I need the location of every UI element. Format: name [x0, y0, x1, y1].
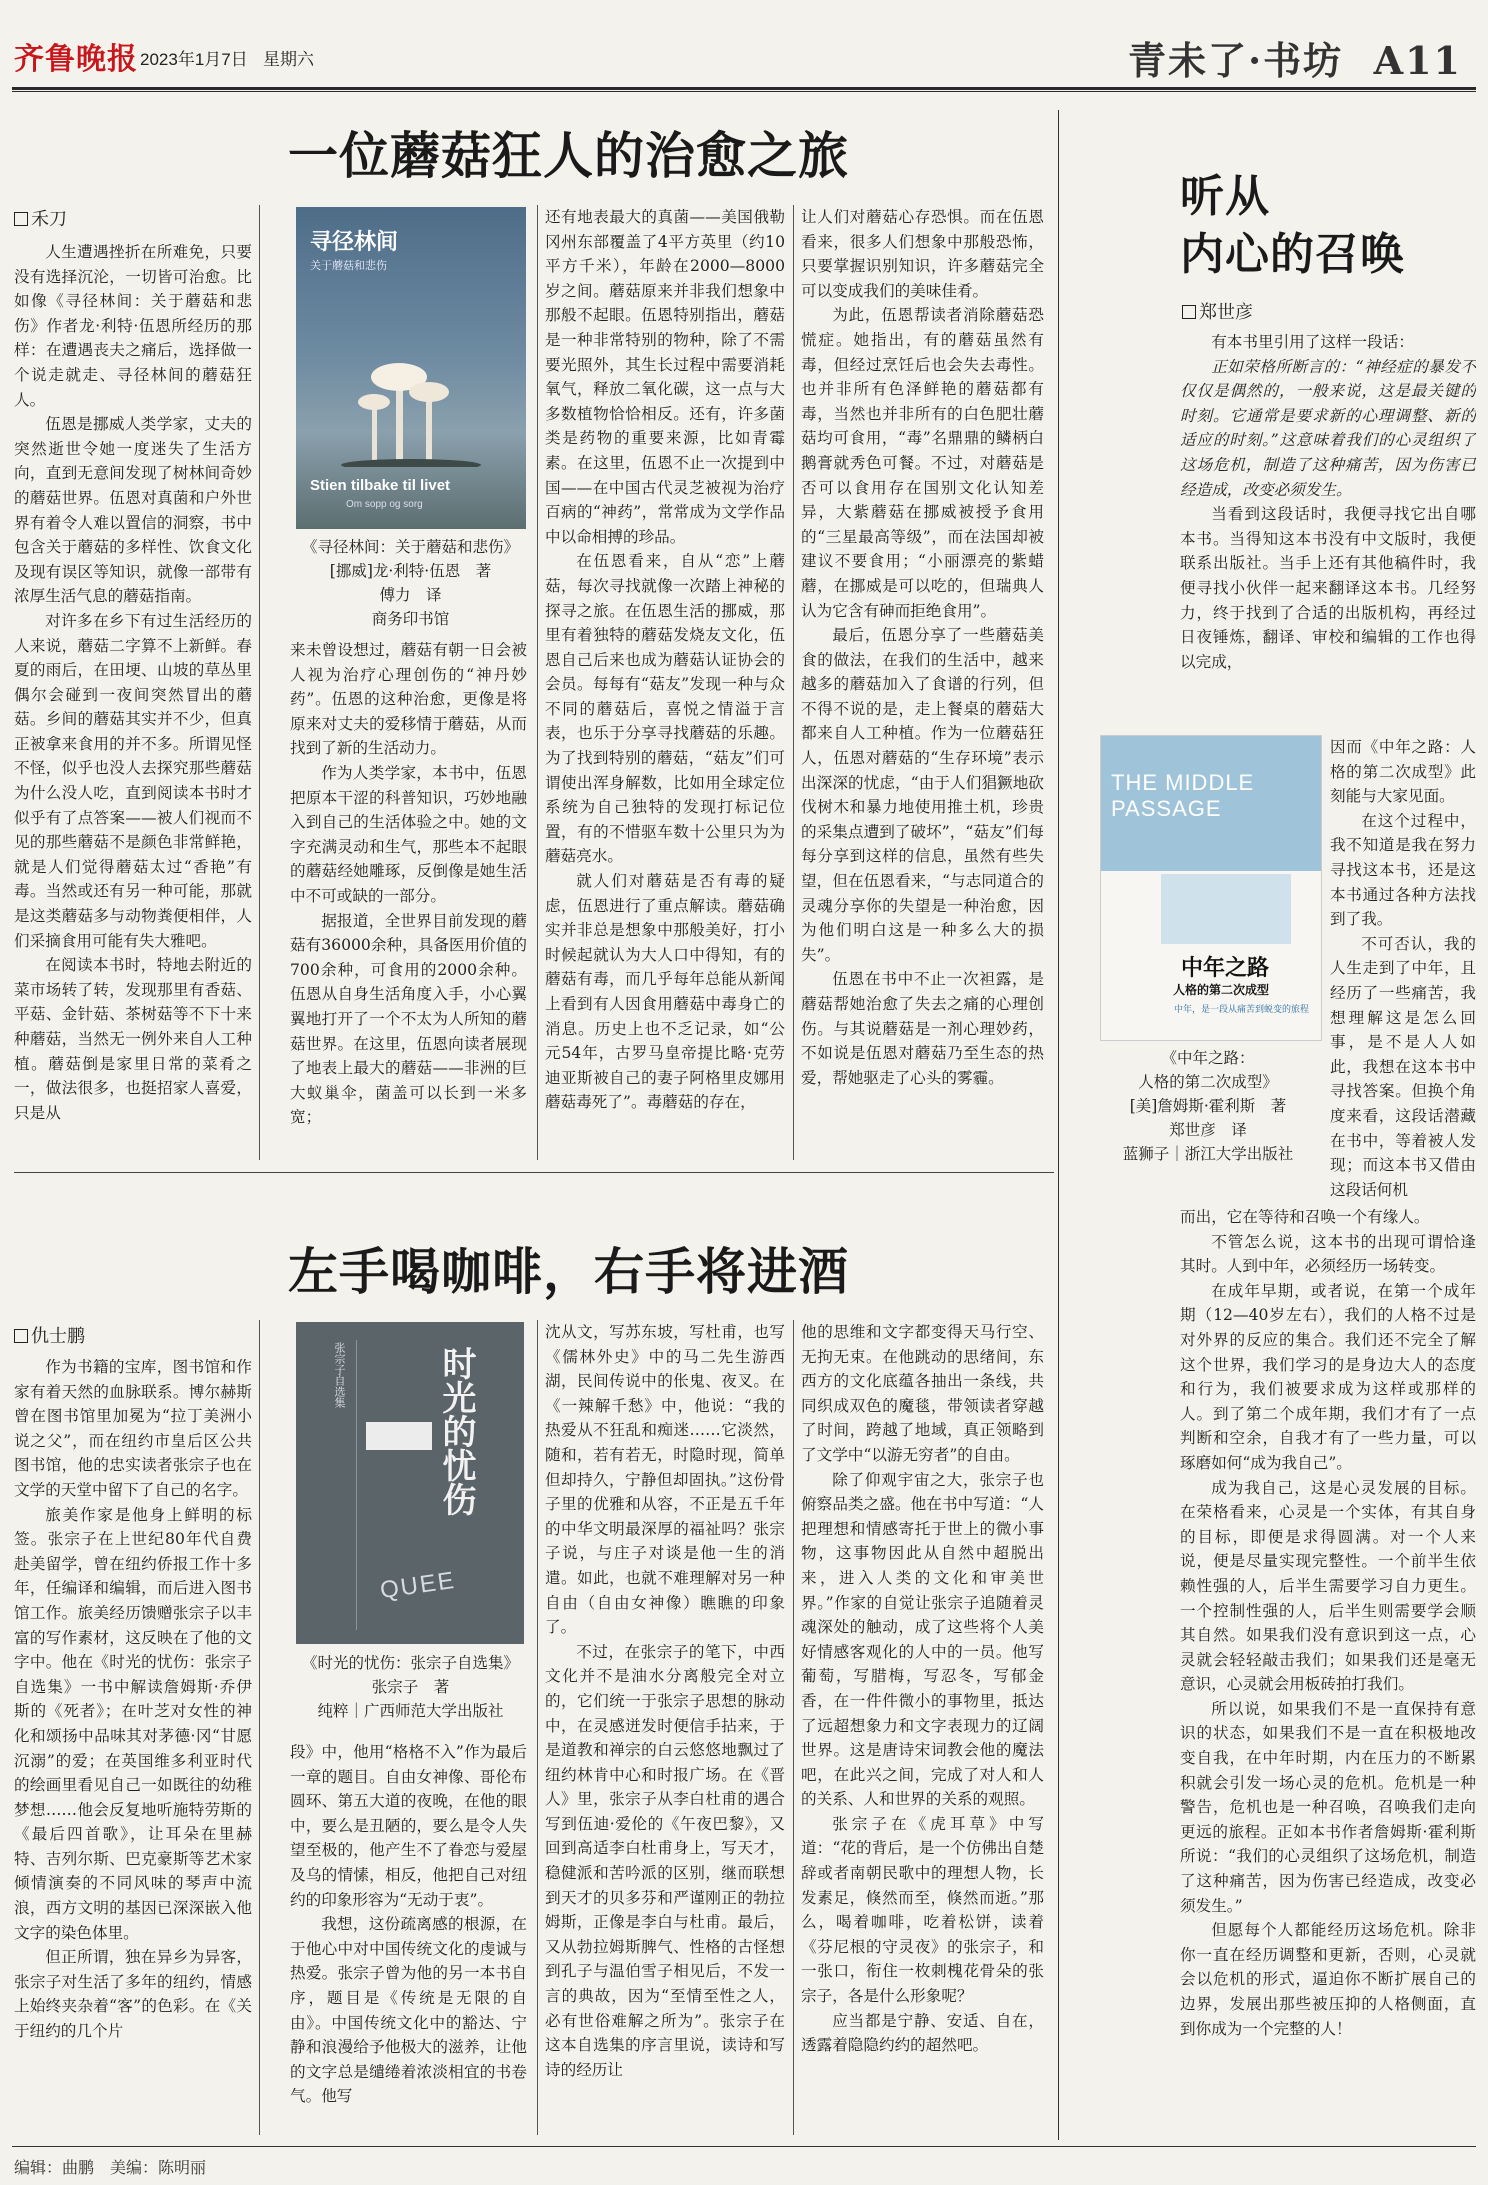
- issue-weekday: 星期六: [263, 50, 314, 69]
- article2-title: 左手喝咖啡，右手将进酒: [288, 1242, 849, 1301]
- column-divider: [537, 205, 538, 1160]
- caption-line: [美]詹姆斯·霍利斯 著: [1129, 1097, 1287, 1115]
- article3-byline: [1182, 298, 1253, 324]
- cover-title-en-1: THE MIDDLE: [1111, 770, 1255, 795]
- paragraph: 作为人类学家，本书中，伍恩把原本干涩的科普知识，巧妙地融入到自己的生活体验之中。她的文字充满灵动和生气，那些本不起眼的蘑菇经她雕琢，反倒像是她生活中不可或缺的一部分。: [290, 763, 527, 905]
- footer-rule: [12, 2146, 1476, 2147]
- book-cover-mushroom: [296, 207, 526, 529]
- article3-column-bottom: [1180, 1205, 1476, 2137]
- paragraph: 所以说，如果我们不是一直保持有意识的状态，如果我们不是一直在积极地改变自我，在中年时期，内在压力的不断累积就会引发一场心灵的危机。危机是一种警告，危机也是一种召唤，召唤我们走向更远的旅程。正如本书作者詹姆斯·霍利斯所说：“我们的心灵组织了这场危机，制造了这种痛苦，因为伤害已经造成，改变必须发生。”: [1180, 1699, 1476, 1915]
- paragraph: 就人们对蘑菇是否有毒的疑虑，伍恩进行了重点解读。蘑菇确实并非总是想象中那般美好，打小时候起就认为大人口中得知，有的蘑菇有毒，而几乎每年总能从新闻上看到有人因食用蘑菇中毒身亡的消息。历史上也不乏记录，如“公元54年，古罗马皇帝提比略·克劳迪亚斯被自己的妻子阿格里皮娜用蘑菇毒死了”。毒蘑菇的存在，: [545, 872, 785, 1112]
- caption-line: 《中年之路：: [1161, 1049, 1255, 1067]
- paragraph: 我想，这份疏离感的根源，在于他心中对中国传统文化的虔诚与热爱。张宗子曾为他的另一本书自序，题目是《传统是无限的自由》。中国传统文化中的豁达、宁静和浪漫给予他极大的滋养，让他的文字总是缱绻着浓淡相宜的书卷气。他写: [290, 1915, 527, 2106]
- paragraph: 正如荣格所断言的：“神经症的暴发不仅仅是偶然的，一般来说，这是最关键的时刻。它通常是要求新的心理调整、新的适应的时刻。”这意味着我们的心灵组织了这场危机，制造了这种痛苦，因为伤害已经造成，改变必须发生。: [1180, 357, 1476, 499]
- paragraph: 但正所谓，独在异乡为异客，张宗子对生活了多年的纽约，情感上始终夹杂着“客”的色彩。在《关于纽约的几个片: [14, 1948, 252, 2041]
- paragraph: 成为我自己，这是心灵发展的目标。在荣格看来，心灵是一个实体，有其自身的目标，即便是求得圆满。对一个人来说，便是尽量实现完整性。一个前半生依赖性强的人，后半生需要学习自力更生。一个控制性强的人，后半生则需要学会顺其自然。如果我们没有意识到这一点，心灵就会轻轻敲击我们；如果我们还是毫无意识，心灵就会用板砖拍打我们。: [1180, 1478, 1476, 1694]
- article1-byline: [14, 205, 67, 231]
- issue-date: 2023年1月7日: [140, 50, 248, 69]
- caption-line: 人格的第二次成型》: [1138, 1073, 1278, 1091]
- paragraph: 在伍恩看来，自从“恋”上蘑菇，每次寻找就像一次踏上神秘的探寻之旅。在伍恩生活的挪威，那里有着独特的蘑菇发烧友文化，伍恩自己后来也成为蘑菇认证协会的会员。每每有“菇友”发现一种与众不同的蘑菇后，喜悦之情溢于言表，也乐于分享寻找蘑菇的乐趣。为了找到特别的蘑菇，“菇友”们可谓使出浑身解数，比如用全球定位系统为自己独特的发现打标记位置，有的不惜驱车数十公里只为为蘑菇亮水。: [545, 552, 785, 866]
- article2-column-4: [801, 1320, 1044, 2137]
- cover-subtitle-cn: 人格的第二次成型: [1172, 983, 1269, 997]
- cover-title: 时光的忧伤: [436, 1346, 476, 1516]
- article1-column-2: [290, 638, 527, 1160]
- cover-title-cn: 中年之路: [1180, 955, 1269, 981]
- cover-title-en-2: PASSAGE: [1111, 796, 1222, 821]
- paragraph: 张宗子在《虎耳草》中写道：“花的背后，是一个仿佛出自楚辞或者南朝民歌中的理想人物，长发素足，倏然而至，倏然而逝。”那么，喝着咖啡，吃着松饼，读着《芬尼根的守灵夜》的张宗子，和一张口，衔住一枚刺槐花骨朵的张宗子，各是什么形象呢？: [801, 1814, 1044, 2006]
- paragraph: 不可否认，我的人生走到了中年，且经历了一些痛苦，我想理解这是怎么回事，是不是人人如此，我想在这本书中寻找答案。但换个角度来看，这段话潜藏在书中，等着被人发现；而这本书又借由这段话何机: [1330, 934, 1476, 1199]
- paragraph: 据报道，全世界目前发现的蘑菇有36000余种，具备医用价值的700余种，可食用的2000余种。伍恩从自身生活角度入手，小心翼翼地打开了一个不太为人所知的蘑菇世界。在这里，伍恩向读者展现了地表上最大的蘑菇——非洲的巨大蚁巢伞，菌盖可以长到一米多宽；: [290, 911, 527, 1127]
- article2-byline: [14, 1322, 85, 1348]
- cover-foreign-subtitle: Om sopp og sorg: [346, 499, 423, 510]
- caption-line: 张宗子 著: [371, 1678, 450, 1696]
- paragraph: 因而《中年之路：人格的第二次成型》此刻能与大家见面。: [1330, 738, 1476, 806]
- caption-line: 商务印书馆: [371, 610, 450, 628]
- sidebar-divider: [1058, 110, 1059, 2140]
- column-divider: [793, 1320, 794, 2135]
- paragraph: 伍恩是挪威人类学家，丈夫的突然逝世令她一度迷失了生活方向，直到无意间发现了树林间奇妙的蘑菇世界。伍恩对真菌和户外世界有着令人难以置信的洞察，书中包含关于蘑菇的多样性、饮食文化及现有误区等知识，就像一部带有浓厚生活气息的蘑菇指南。: [14, 415, 252, 606]
- masthead-rule: [12, 87, 1476, 90]
- caption-line: 傅力 译: [379, 586, 442, 604]
- paragraph: 作为书籍的宝库，图书馆和作家有着天然的血脉联系。博尔赫斯曾在图书馆里加冕为“拉丁美洲小说之父”，而在纽约市皇后区公共图书馆，他的忠实读者张宗子也在文学的天堂中留下了自己的名字。: [14, 1358, 252, 1499]
- cover-side-text: 张宗子自选集: [333, 1342, 346, 1408]
- paragraph: 还有地表最大的真菌——美国俄勒冈州东部覆盖了4平方英里（约10平方千米），年龄在2000—8000岁之间。蘑菇原来并非我们想象中那般不起眼。伍恩特别指出，蘑菇是一种非常特别的物种，除了不需要光照外，其生长过程中需要消耗氧气，释放二氧化碳，这一点与大多数植物恰恰相反。还有，许多菌类是药物的重要来源，比如青霉素。在这里，伍恩不止一次提到中国——在中国古代灵芝被视为治疗百病的“神药”，常常成为文学作品中以命相搏的珍品。: [545, 208, 785, 546]
- article1-column-3: [545, 205, 785, 1162]
- column-divider: [793, 205, 794, 1160]
- paragraph: 让人们对蘑菇心存恐惧。而在伍恩看来，很多人们想象中那般恐怖，只要掌握识别知识，许多蘑菇完全可以变成我们的美味佳肴。: [801, 208, 1044, 300]
- cover-tagline: 中年，是一段从痛苦到蜕变的旅程: [1173, 1005, 1309, 1015]
- article2-author: 仇士鹏: [31, 1326, 85, 1347]
- caption-line: 《时光的忧伤：张宗子自选集》: [301, 1654, 519, 1672]
- newspaper-logo: 齐鲁晚报: [14, 42, 138, 77]
- paragraph: 在阅读本书时，特地去附近的菜市场转了转，发现那里有香菇、平菇、金针菇、茶树菇等不下十来种蘑菇，当然无一例外来自人工种植。蘑菇倒是家里日常的菜肴之一，做法很多，也挺招家人喜爱，只是从: [14, 956, 252, 1122]
- column-divider: [259, 205, 260, 1160]
- book-cover-time-sorrow: [296, 1322, 524, 1644]
- article-separator: [14, 1172, 1054, 1173]
- paragraph: 旅美作家是他身上鲜明的标签。张宗子在上世纪80年代自费赴美留学，曾在纽约侨报工作十多年，任编译和编辑，而后进入图书馆工作。旅美经历馈赠张宗子以丰富的写作素材，这反映在了他的文字中。他在《时光的忧伤：张宗子自选集》一书中解读詹姆斯·乔伊斯的《死者》；在叶芝对女性的神化和颂扬中品味其对茅德·冈“甘愿沉溺”的爱；在英国维多利亚时代的绘画里看见自己一如既往的幼稚梦想……他会反复地听施特劳斯的《最后四首歌》，让耳朵在里赫特、吉列尔斯、巴克豪斯等艺术家倾情演奏的不同风味的琴声中流浪，西方文明的基因已深深嵌入他文字的染色体里。: [14, 1505, 252, 1942]
- caption-line: [挪威]龙·利特·伍恩 著: [329, 562, 492, 580]
- section-title: 青未了·书坊 A11: [1127, 38, 1462, 83]
- book-cover-middle-passage: [1100, 735, 1322, 1041]
- cover-brand: QUEE: [378, 1566, 458, 1605]
- paragraph: 在成年早期，或者说，在第一个成年期（12—40岁左右），我们的人格不过是对外界的反应的集合。我们还不完全了解这个世界，我们学习的是身边大人的态度和行为，我们被要求成为这样或那样的人。到了第二个成年期，我们才有了一点判断和空余，自我才有了一些力量，可以琢磨如何“成为我自己”。: [1180, 1281, 1476, 1472]
- paragraph: 不管怎么说，这本书的出现可谓恰逢其时。人到中年，必须经历一场转变。: [1180, 1232, 1476, 1276]
- article2-column-1: [14, 1355, 252, 2137]
- caption-line: 纯粹｜广西师范大学出版社: [317, 1702, 504, 1720]
- cover-subtitle: 关于蘑菇和悲伤: [310, 259, 387, 272]
- article2-book-caption: [268, 1651, 553, 1723]
- paragraph: 当看到这段话时，我便寻找它出自哪本书。当得知这本书没有中文版时，我便联系出版社。当手上还有其他稿件时，我便寻找小伙伴一起来翻译这本书。几经努力，终于找到了合适的出版机构，再经过日夜锤炼，翻译、审校和编辑的工作也得以完成，: [1180, 505, 1476, 671]
- masthead-rule-thin: [12, 91, 1476, 92]
- column-divider: [537, 1320, 538, 2135]
- paragraph: 对许多在乡下有过生活经历的人来说，蘑菇二字算不上新鲜。春夏的雨后，在田埂、山坡的草丛里偶尔会碰到一夜间突然冒出的蘑菇。乡间的蘑菇其实并不少，但真正被拿来食用的并不多。所谓见怪不怪，似乎也没人去探究那些蘑菇为什么没人吃，直到阅读本书时才似乎有了点答案——被人们视而不见的那些蘑菇不是颜色非常鲜艳，就是人们觉得蘑菇太过“香艳”有毒。当然或还有另一种可能，那就是这类蘑菇多与动物粪便相伴，人们采摘食用可能有失大雅吧。: [14, 611, 252, 950]
- article1-column-1: [14, 240, 252, 1162]
- cover-foreign-title: Stien tilbake til livet: [310, 477, 451, 494]
- paragraph: 不过，在张宗子的笔下，中西文化并不是油水分离般完全对立的，它们统一于张宗子思想的脉动中，在灵感迸发时便信手拈来，于是道教和禅宗的白云悠悠地飘过了纽约林肯中心和时报广场。在《晋人》里，张宗子从李白杜甫的遇合写到伍迪·爱伦的《午夜巴黎》，又回到高适李白杜甫身上，写天才，稳健派和苦吟派的区别，继而联想到天才的贝多芬和严谨刚正的勃拉姆斯，正像是李白与杜甫。最后，又从勃拉姆斯脾气、性格的古怪想到孔子与温伯雪子相见后，不发一言的典故，因为“至情至性之人，必有世俗难解之所为”。张宗子在这本自选集的序言里说，读诗和写诗的经历让: [545, 1642, 785, 2079]
- caption-line: 《寻径林间：关于蘑菇和悲伤》: [301, 538, 519, 556]
- column-divider: [259, 1320, 260, 2135]
- paragraph: 除了仰观宇宙之大，张宗子也俯察品类之盛。他在书中写道：“人把理想和情感寄托于世上的微小事物，这事物因此从自然中超脱出来，进入人类的文化和审美世界。”作家的自觉让张宗子追随着灵魂深处的触动，成了这些将个人美好情感客观化的人中的一员。他写葡萄，写腊梅，写忍冬，写郁金香，在一件件微小的事物里，抵达了远超想象力和文字表现力的辽阔世界。这是唐诗宋词教会他的魔法吧，在此兴之间，完成了对人和人的关系、人和世界的关系的观照。: [801, 1470, 1044, 1809]
- paragraph: 来未曾设想过，蘑菇有朝一日会被人视为治疗心理创伤的“神丹妙药”。伍恩的这种治愈，更像是将原来对丈夫的爱移情于蘑菇，从而找到了新的生活动力。: [290, 641, 527, 758]
- caption-line: 郑世彦 译: [1169, 1121, 1247, 1139]
- article2-column-3: [545, 1320, 785, 2137]
- cover-title: 寻径林间: [310, 229, 399, 255]
- article3-title-line2: 内心的召唤: [1180, 229, 1405, 280]
- paragraph: 为此，伍恩帮读者消除蘑菇恐慌症。她指出，有的蘑菇虽然有毒，但经过烹饪后也会失去毒性。也并非所有色泽鲜艳的蘑菇都有毒，当然也并非所有的白色肥壮蘑菇均可食用，“毒”名鼎鼎的鳞柄白鹅膏就秀色可餐。不过，对蘑菇是否可以食用存在国别文化认知差异，大紫蘑菇在挪威被授予食用的“三星最高等级”，而在法国却被建议不要食用；“小丽漂亮的紫蜡蘑，在挪威是可以吃的，但瑞典人认为它含有砷而拒绝食用”。: [801, 306, 1044, 620]
- article1-column-4: [801, 205, 1044, 1162]
- paragraph: 但愿每个人都能经历这场危机。除非你一直在经历调整和更新，否则，心灵就会以危机的形式，逼迫你不断扩展自己的边界，发展出那些被压抑的人格侧面，直到你成为一个完整的人！: [1180, 1921, 1476, 2038]
- paragraph: 伍恩在书中不止一次袒露，是蘑菇帮她治愈了失去之痛的心理创伤。与其说蘑菇是一剂心理妙药，不如说是伍恩对蘑菇乃至生态的热爱，帮她驱走了心头的雾霾。: [801, 970, 1044, 1087]
- article1-title: 一位蘑菇狂人的治愈之旅: [288, 126, 849, 185]
- article3-column-right: [1330, 735, 1476, 1203]
- article1-author: 禾刀: [31, 209, 67, 230]
- article3-author: 郑世彦: [1199, 302, 1253, 323]
- paragraph: 有本书里引用了这样一段话：: [1211, 333, 1414, 351]
- paragraph: 段》中，他用“格格不入”作为最后一章的题目。自由女神像、哥伦布圆环、第五大道的夜晚，在他的眼中，要么是丑陋的，要么是令人失望至极的，他产生不了眷恋与爱屋及乌的情愫，相反，他把自己对纽约的印象形容为“无动于衷”。: [290, 1743, 527, 1909]
- paragraph: 沈从文，写苏东坡，写杜甫，也写《儒林外史》中的马二先生游西湖，民间传说中的伥鬼、夜叉。在《一辣解千愁》中，他说：“我的热爱从不狂乱和痴迷……它淡然，随和，若有若无，时隐时现，简单但却持久，宁静但却固执。”这份骨子里的优雅和从容，不正是五千年的中华文明最深厚的福祉吗？张宗子说，与庄子对谈是他一生的消遣。如此，也就不难理解对另一种自由（自由女神像）瞧瞧的印象了。: [545, 1323, 785, 1637]
- article3-book-caption: [1072, 1046, 1344, 1166]
- paragraph: 而出，它在等待和召唤一个有缘人。: [1180, 1208, 1430, 1226]
- paragraph: 应当都是宁静、安适、自在，透露着隐隐约约的超然吧。: [801, 2011, 1044, 2055]
- caption-line: 蓝狮子｜浙江大学出版社: [1122, 1145, 1294, 1163]
- article2-column-2: [290, 1740, 527, 2137]
- paragraph: 他的思维和文字都变得天马行空、无拘无束。在他跳动的思绪间，东西方的文化底蕴各抽出一条线，共同织成双色的魔毯，带领读者穿越了时间，跨越了地域，真正领略到了文学中“以游无穷者”的自由。: [801, 1323, 1044, 1464]
- footer-editors: 编辑：曲鹏 美编：陈明丽: [14, 2160, 207, 2177]
- paragraph: 人生遭遇挫折在所难免，只要没有选择沉沦，一切皆可治愈。比如像《寻径林间：关于蘑菇和悲伤》作者龙·利特·伍恩所经历的那样：在遭遇丧夫之痛后，选择做一个说走就走、寻径林间的蘑菇狂人。: [14, 243, 252, 409]
- article3-column-top: [1180, 330, 1476, 740]
- mushroom-illustration: [336, 337, 486, 467]
- paragraph: 最后，伍恩分享了一些蘑菇美食的做法，在我们的生活中，越来越多的蘑菇加入了食谱的行列，但不得不说的是，走上餐桌的蘑菇大都来自人工种植。作为一位蘑菇狂人，伍恩对蘑菇的“生存环境”表示出深深的忧虑，“由于人们猖獗地砍伐树木和暴力地使用推土机，珍贵的采集点遭到了破坏”，“菇友”们每每分享到这样的信息，虽然有些失望，但在伍恩看来，“与志同道合的灵魂分享你的失望是一种治愈，因为他们明白这是一种多么大的损失”。: [801, 626, 1044, 964]
- paragraph: 在这个过程中，我不知道是我在努力寻找这本书，还是这本书通过各种方法找到了我。: [1330, 811, 1476, 929]
- article3-title-line1: 听从: [1180, 171, 1270, 222]
- article1-book-caption: [268, 535, 553, 631]
